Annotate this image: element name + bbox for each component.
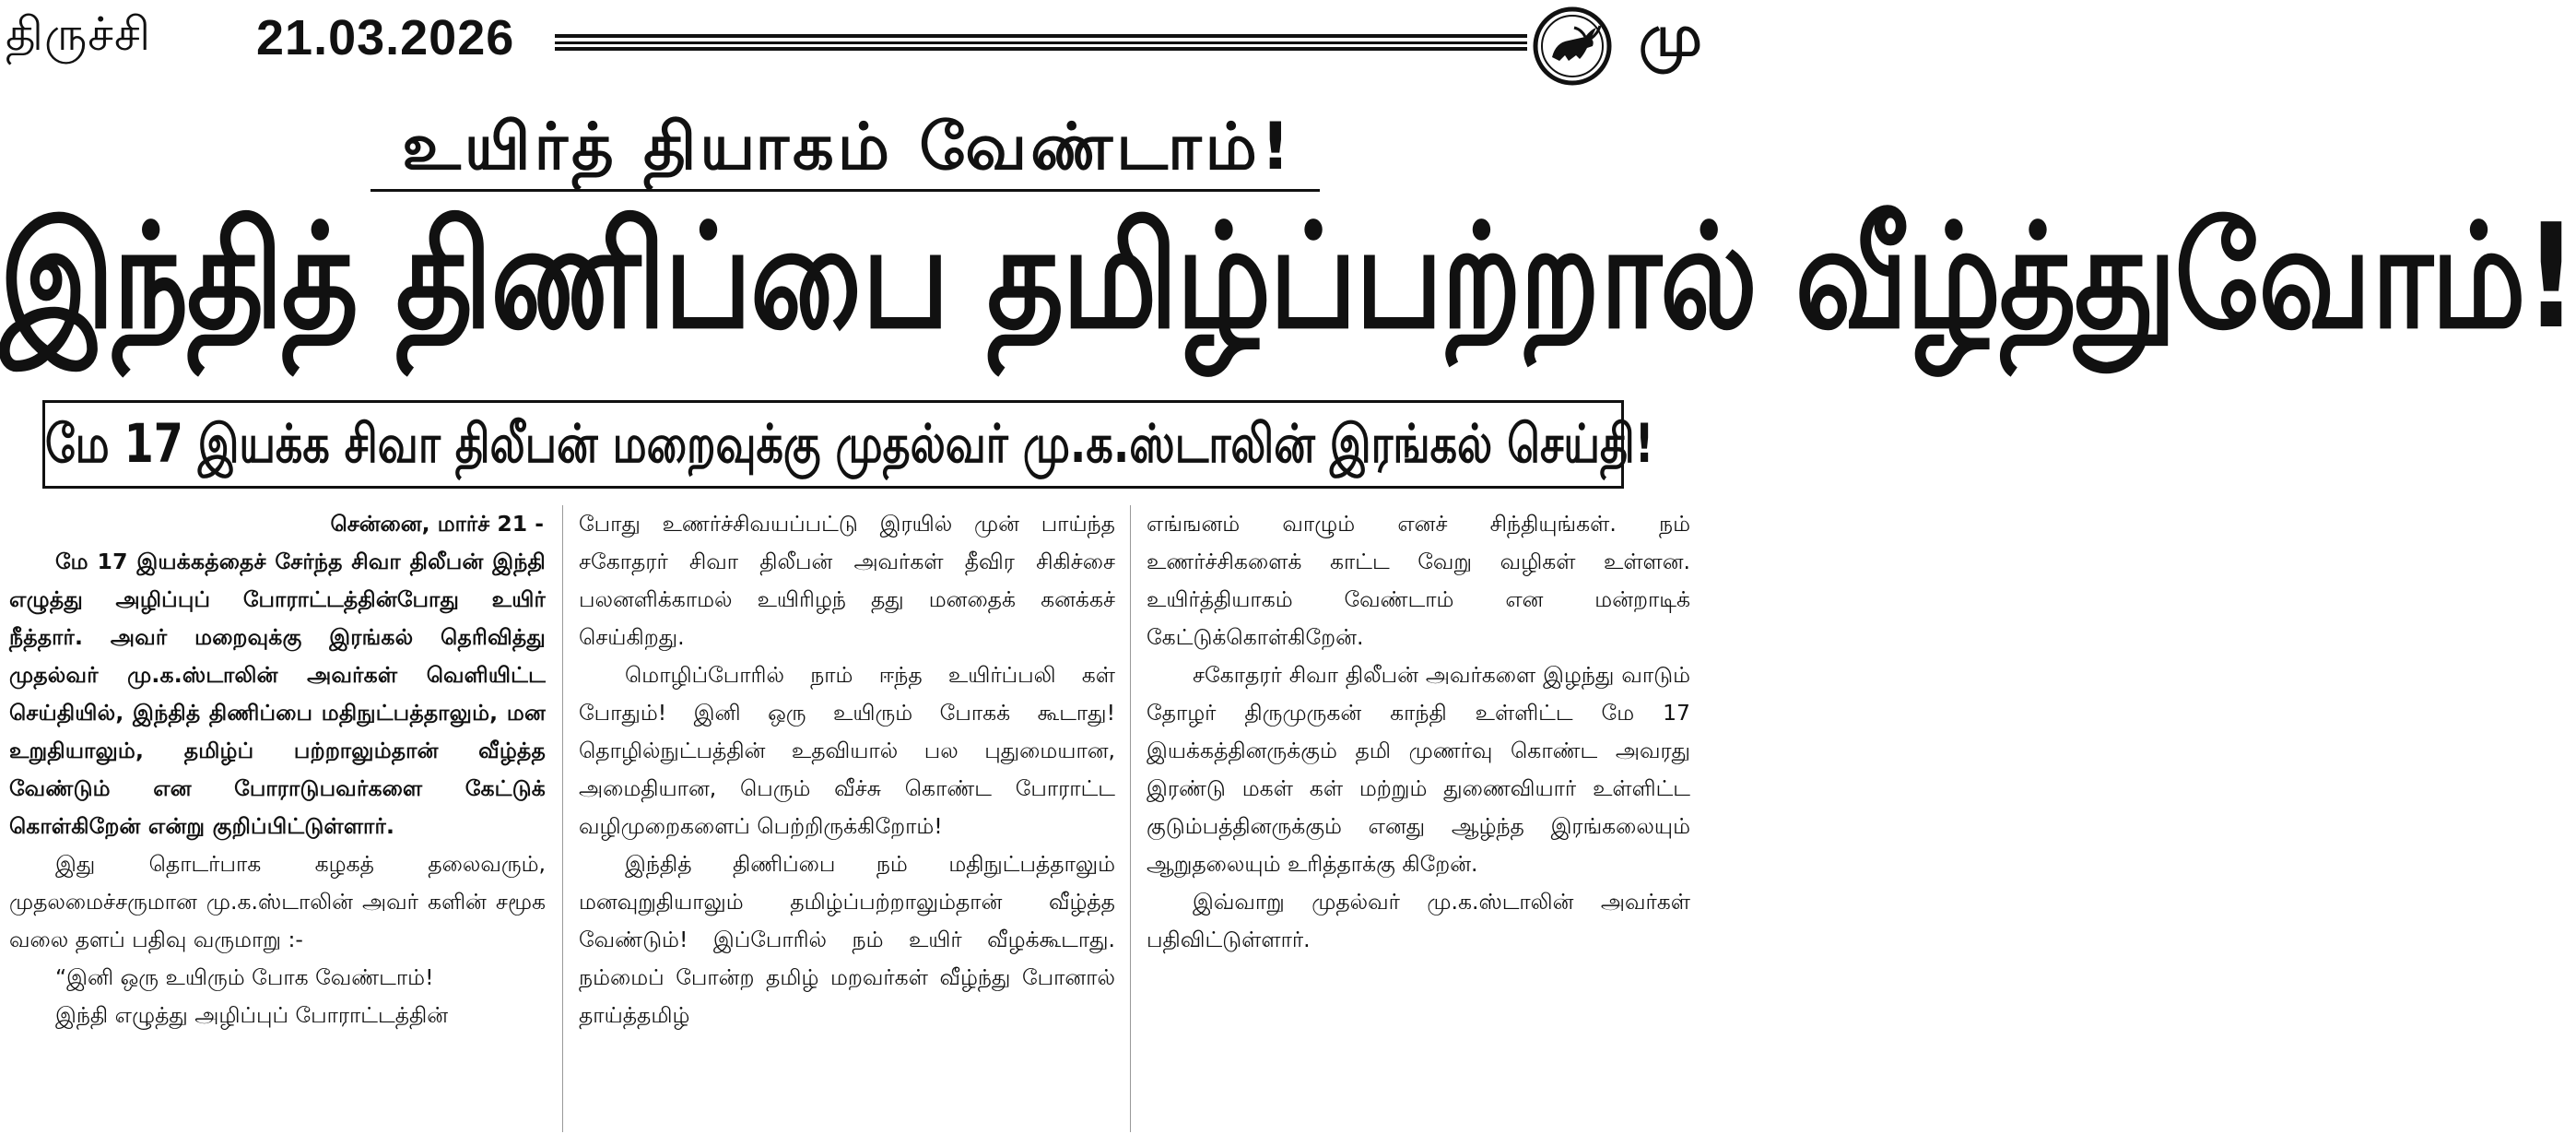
- article-column-3: [1147, 505, 1690, 959]
- edition-date: 21.03.2026: [256, 10, 515, 65]
- article-column-2: [579, 505, 1115, 1034]
- column-divider: [1130, 505, 1131, 1132]
- paragraph: “இனி ஒரு உயிரும் போக வேண்டாம்!: [55, 964, 434, 990]
- main-headline: இந்தித் திணிப்பை தமிழ்ப்பற்றால் வீழ்த்துவோம்!: [0, 194, 2576, 361]
- paragraph: இது தொடர்பாக கழகத் தலைவரும், முதலமைச்சருமான மு.க.ஸ்டாலின் அவர் களின் சமூக வலை தளப் பதிவு வருமாறு :-: [9, 851, 546, 952]
- kicker-underline: [371, 189, 1320, 192]
- paragraph: எங்ஙனம் வாழும் எனச் சிந்தியுங்கள். நம் உணர்ச்சிகளைக் காட்ட வேறு வழிகள் உள்ளன. உயிர்த்தியாகம் வேண்டாம் என மன்றாடிக் கேட்டுக்கொள்கிறேன்.: [1147, 511, 1690, 650]
- article-column-1: [9, 505, 546, 1034]
- bull-emblem-icon: [1532, 6, 1613, 87]
- paragraph: இந்தித் திணிப்பை நம் மதிநுட்பத்தாலும் மனவுறுதியாலும் தமிழ்ப்பற்றாலும்தான் வீழ்த்த வேண்டும்! இப்போரில் நம் உயிர் வீழக்கூடாது. நம்மைப் போன்ற தமிழ் மறவர்கள் வீழ்ந்து போனால் தாய்த்தமிழ்: [579, 851, 1115, 1028]
- edition-city: திருச்சி: [6, 7, 152, 61]
- paragraph: இவ்வாறு முதல்வர் மு.க.ஸ்டாலின் அவர்கள் பதிவிட்டுள்ளார்.: [1147, 889, 1690, 952]
- paragraph: மொழிப்போரில் நாம் ஈந்த உயிர்ப்பலி கள் போதும்! இனி ஒரு உயிரும் போகக் கூடாது! தொழில்நுட்பத்தின் உதவியால் பல புதுமையான, அமைதியான, பெரும் வீச்சு கொண்ட போராட்ட வழிமுறைகளைப் பெற்றிருக்கிறோம்!: [579, 662, 1115, 839]
- subheadline-box: [42, 400, 1654, 489]
- paragraph: போது உணர்ச்சிவயப்பட்டு இரயில் முன் பாய்ந்த சகோதரர் சிவா திலீபன் அவர்கள் தீவிர சிகிச்சை பலனளிக்காமல் உயிரிழந் தது மனதைக் கனக்கச் செய்கிறது.: [579, 511, 1115, 650]
- subheadline: மே 17 இயக்க சிவா திலீபன் மறைவுக்கு முதல்வர் மு.க.ஸ்டாலின் இரங்கல் செய்தி!: [45, 412, 1654, 475]
- masthead: [0, 0, 1702, 83]
- kicker-headline: உயிர்த் தியாகம் வேண்டாம்!: [402, 109, 1294, 184]
- lead-paragraph: மே 17 இயக்கத்தைச் சேர்ந்த சிவா திலீபன் இந்தி எழுத்து அழிப்புப் போராட்டத்தின்போது உயிர் நீத்தார். அவர் மறைவுக்கு இரங்கல் தெரிவித்து முதல்வர் மு.க.ஸ்டாலின் அவர்கள் வெளியிட்ட செய்தியில், இந்தித் திணிப்பை மதிநுட்பத்தாலும், மன உறுதியாலும், தமிழ்ப் பற்றாலும்தான் வீழ்த்த வேண்டும் என போராடுபவர்களை கேட்டுக் கொள்கிறேன் என்று குறிப்பிட்டுள்ளார்.: [9, 549, 546, 839]
- column-divider: [562, 505, 563, 1132]
- paragraph: சகோதரர் சிவா திலீபன் அவர்களை இழந்து வாடும் தோழர் திருமுருகன் காந்தி உள்ளிட்ட மே 17 இயக்கத்தினருக்கும் தமி முணர்வு கொண்ட அவரது இரண்டு மகள் கள் மற்றும் துணைவியார் உள்ளிட்ட குடும்பத்தினருக்கும் எனது ஆழ்ந்த இரங்கலையும் ஆறுதலையும் உரித்தாக்கு கிறேன்.: [1147, 662, 1690, 877]
- masthead-name-fragment: மு: [1639, 2, 1702, 69]
- paragraph: இந்தி எழுத்து அழிப்புப் போராட்டத்தின்: [55, 1002, 449, 1028]
- dateline: சென்னை, மார்ச் 21 -: [330, 511, 544, 537]
- masthead-rule: [555, 34, 1527, 51]
